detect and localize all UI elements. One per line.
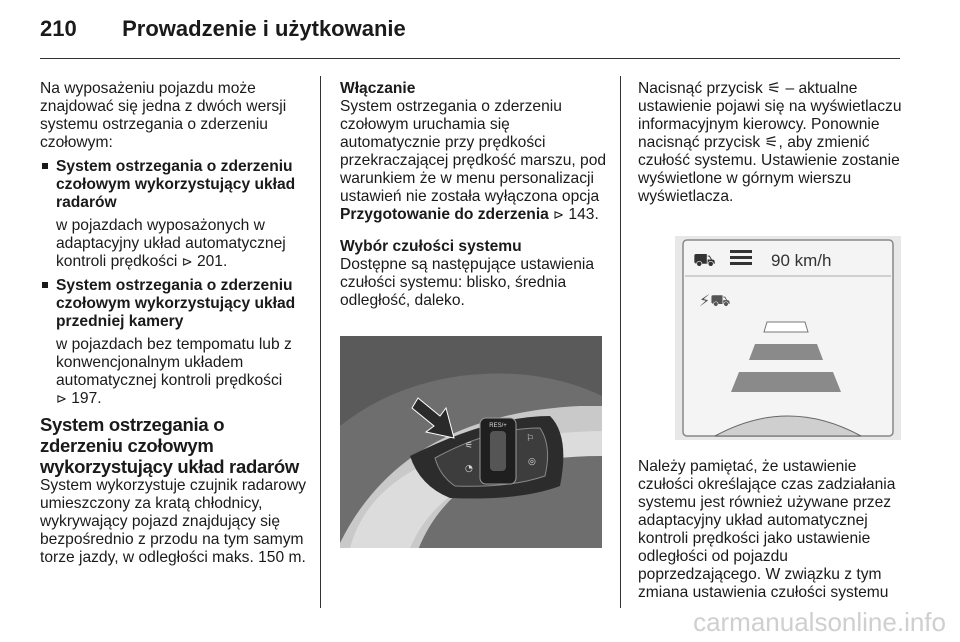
page-ref-201[interactable]: 201. [196,253,228,270]
bullet-radar [40,158,310,212]
activation-paragraph: System ostrzegania o zderzeniu czołowym uruchamia się automatycznie przy prędkości przekraczającej prędkość marszu, pod warunkiem że w menu personalizacji ustawień nie została wyłączona opcja Przygotowanie do zderzenia ⊳ 143. [340,98,607,223]
page-ref-197[interactable]: 197. [71,390,102,407]
menu-option-name: Przygotowanie do zderzenia [340,206,549,223]
page-ref-icon: ⊳ [181,254,193,269]
speed-roller [490,431,506,471]
limiter-icon: ⚐ [526,434,535,444]
sensitivity-button-icon: ⚟ [764,134,779,151]
page-header [40,16,406,42]
bullet-camera [40,277,310,331]
section-body: System wykorzystuje czujnik radarowy umieszczony za kratą chłodnicy, wykrywający pojazd znajdujący się bezpośrednio z przodu na tym samym torze jazdy, w odległości maks. 150 m. [40,477,307,566]
collision-alert-icon: ⚡⛟ [699,291,731,310]
page-ref-icon: ⊳ [553,207,565,222]
instruction-paragraph: Nacisnąć przycisk ⚟ – aktualne ustawienie pojawi się na wyświetlaczu informacyjnym kierowcy. Ponownie nacisnąć przycisk ⚟, aby zmienić czułość systemu. Ustawienie zostanie wyświetlone w górnym wierszu wyświetlacza. [638,80,902,205]
bullet-square-icon [42,282,48,288]
column-divider-2 [620,76,621,608]
sensitivity-button-icon: ⚟ [465,441,474,451]
subheading-activation: Włączanie [340,80,416,97]
res-button-label: RES/+ [489,423,507,429]
sensitivity-paragraph: Dostępne są następujące ustawienia czułości systemu: blisko, średnia odległość, daleko. [340,256,594,309]
distance-bar-mid [749,344,823,360]
page-ref-icon: ⊳ [56,391,67,406]
bullet-square-icon [42,163,48,169]
display-speed: 90 km/h [771,251,832,270]
distance-bars-icon [730,250,752,265]
column-divider-1 [320,76,321,608]
intro-paragraph: Na wyposażeniu pojazdu może znajdować się jedna z dwóch wersji systemu ostrzegania o zderzeniu czołowym: [40,80,287,151]
bullet-camera-title: System ostrzegania o zderzeniu czołowym wykorzystujący układ przedniej kamery [56,277,296,330]
distance-bar-near [764,322,808,332]
distance-bar-far [731,372,841,392]
header-rule [40,58,900,59]
subheading-sensitivity: Wybór czułości systemu [340,238,522,255]
column-3-lower [638,458,904,608]
page-number: 210 [40,16,77,41]
bullet-radar-title: System ostrzegania o zderzeniu czołowym wykorzystujący układ radarów [56,158,296,211]
cancel-icon: ◎ [528,457,536,467]
cruise-icon: ◔ [465,464,473,474]
cluster-display-figure [675,236,901,440]
sensitivity-button-icon: ⚟ [767,80,782,97]
watermark-text: carmanualsonline.info [693,607,946,637]
section-heading: System ostrzegania o zderzeniu czołowym wykorzystujący układ radarów [40,414,299,477]
bullet-radar-text: w pojazdach wyposażonych w adaptacyjny układ automatycznej kontroli prędkości ⊳ 201. [56,217,286,270]
page-title: Prowadzenie i użytkowanie [122,16,406,41]
vehicle-ahead-icon: ⛟ [693,250,716,271]
column-2 [340,80,608,316]
bullet-camera-text: w pojazdach bez tempomatu lub z konwencjonalnym układem automatycznej kontroli prędkości ⊳ 197. [56,336,292,407]
note-paragraph: Należy pamiętać, że ustawienie czułości określające czas zadziałania systemu jest również używane przez adaptacyjny układ automatycznej kontroli prędkości jako ustawienie odległości od pojazdu poprzedzającego. W związku z tym zmiana ustawienia czułości systemu [638,458,896,601]
steering-wheel-figure [340,336,602,548]
column-1 [40,80,310,573]
column-3 [638,80,904,212]
page-ref-143[interactable]: 143. [568,206,599,223]
